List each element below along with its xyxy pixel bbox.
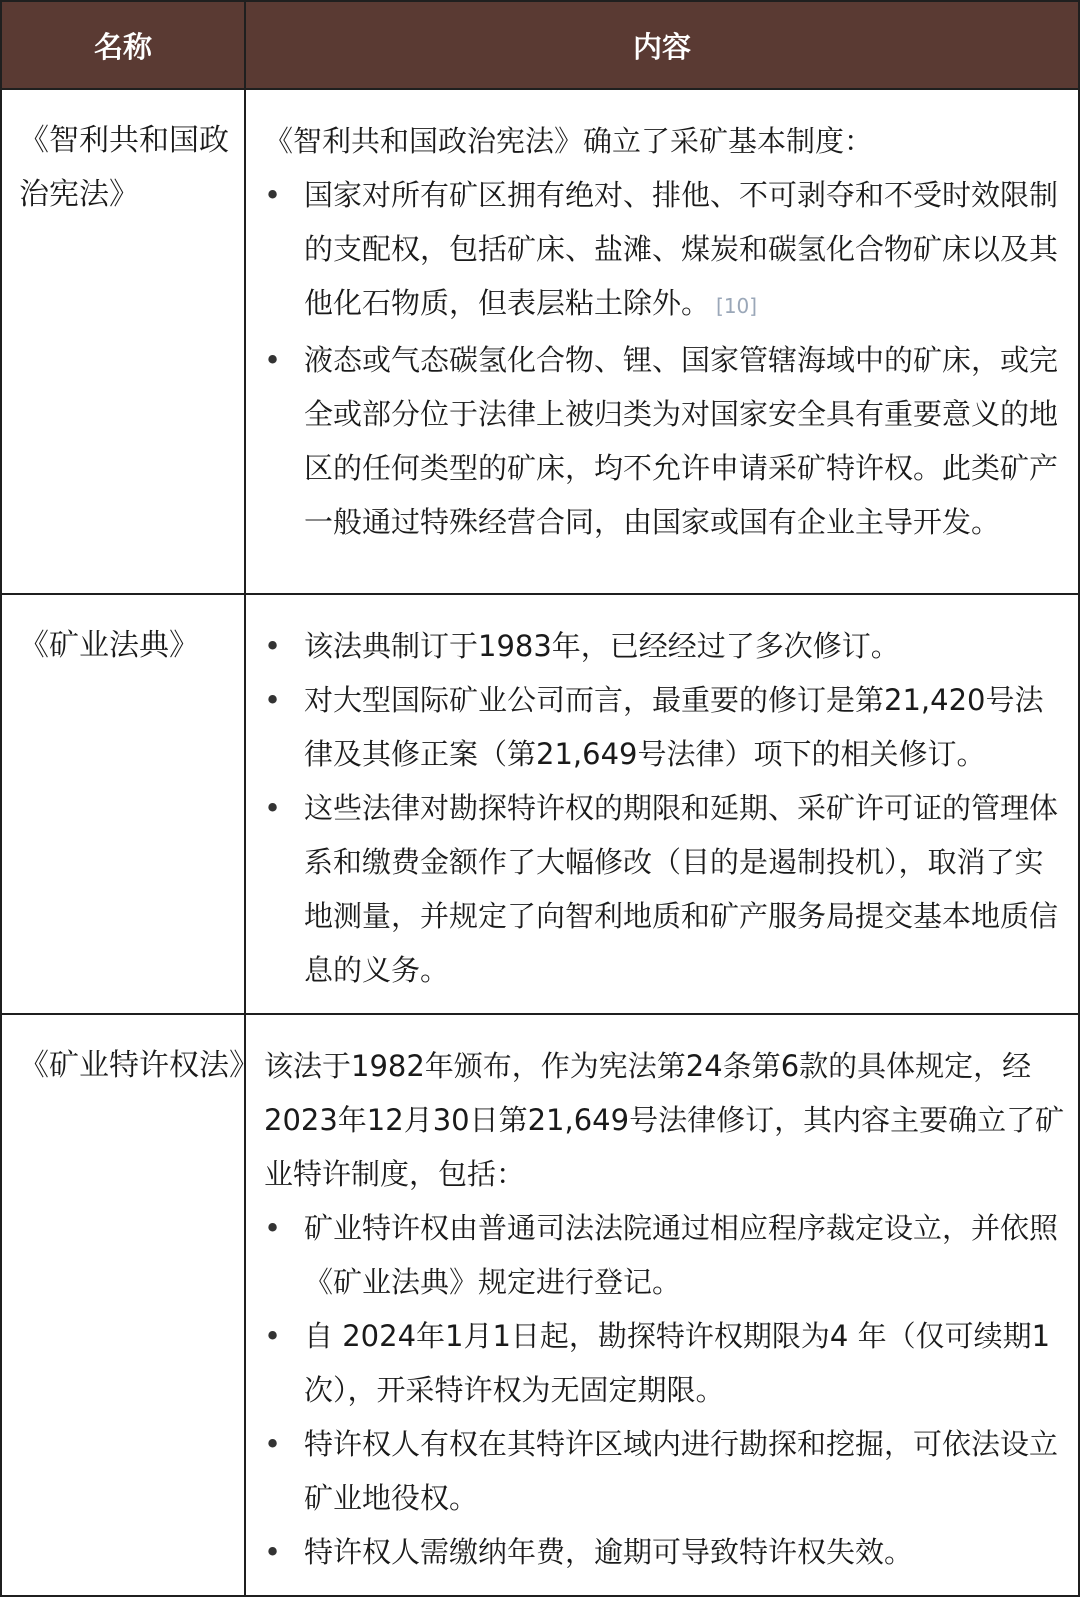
row-content-cell	[245, 1014, 1079, 1596]
table-row	[1, 89, 1079, 594]
bullet-dot: •	[264, 343, 282, 377]
list-item-text: 该法典制订于1983年，已经经过了多次修订。	[304, 629, 900, 663]
list-item	[264, 619, 1070, 673]
bullet-dot: •	[264, 1319, 282, 1353]
row-intro: 《智利共和国政治宪法》确立了采矿基本制度：	[264, 124, 874, 158]
row-intro: 该法于1982年颁布，作为宪法第24条第6款的具体规定，经2023年12月30日第21,649号法律修订，其内容主要确立了矿业特许制度，包括：	[264, 1049, 1065, 1191]
bullet-list	[264, 1201, 1070, 1579]
bullet-list	[264, 619, 1070, 997]
bullet-dot: •	[264, 683, 282, 717]
bullet-dot: •	[264, 1427, 282, 1461]
header-row	[1, 1, 1079, 89]
list-item	[264, 1201, 1070, 1309]
list-item-text: 自 2024年1月1日起，勘探特许权期限为4 年（仅可续期1次），开采特许权为无固定期限。	[304, 1319, 1051, 1407]
row-name-cell	[1, 89, 245, 594]
row-content-cell	[245, 594, 1079, 1014]
list-item-text: 对大型国际矿业公司而言，最重要的修订是第21,420号法律及其修正案（第21,649号法律）项下的相关修订。	[304, 683, 1044, 771]
bullet-dot: •	[264, 1211, 282, 1245]
list-item-text: 这些法律对勘探特许权的期限和延期、采矿许可证的管理体系和缴费金额作了大幅修改（目的是遏制投机），取消了实地测量，并规定了向智利地质和矿产服务局提交基本地质信息的义务。	[304, 791, 1059, 987]
bullet-dot: •	[264, 629, 282, 663]
table-row	[1, 594, 1079, 1014]
header-name: 名称	[1, 1, 245, 89]
row-name: 《矿业法典》	[19, 628, 199, 663]
list-item	[264, 1525, 1070, 1579]
bullet-list	[264, 168, 1070, 549]
list-item	[264, 333, 1070, 549]
list-item-text: 矿业特许权由普通司法法院通过相应程序裁定设立，并依照《矿业法典》规定进行登记。	[304, 1211, 1059, 1299]
row-name-cell	[1, 1014, 259, 1596]
list-item-text: 国家对所有矿区拥有绝对、排他、不可剥夺和不受时效限制的支配权，包括矿床、盐滩、煤炭和碳氢化合物矿床以及其他化石物质，但表层粘土除外。	[304, 178, 1059, 320]
row-content-cell	[245, 89, 1079, 594]
list-item	[264, 1309, 1070, 1417]
list-item-text: 特许权人有权在其特许区域内进行勘探和挖掘，可依法设立矿业地役权。	[304, 1427, 1059, 1515]
row-name: 《矿业特许权法》	[19, 1048, 259, 1083]
bullet-dot: •	[264, 178, 282, 212]
bullet-dot: •	[264, 791, 282, 825]
bullet-dot: •	[264, 1535, 282, 1569]
list-item	[264, 673, 1070, 781]
reference-link[interactable]: [10]	[716, 294, 758, 318]
list-item-text: 液态或气态碳氢化合物、锂、国家管辖海域中的矿床，或完全或部分位于法律上被归类为对国家安全具有重要意义的地区的任何类型的矿床，均不允许申请采矿特许权。此类矿产一般通过特殊经营合同，由国家或国有企业主导开发。	[304, 343, 1059, 539]
list-item	[264, 168, 1070, 333]
list-item	[264, 1417, 1070, 1525]
list-item-text: 特许权人需缴纳年费，逾期可导致特许权失效。	[304, 1535, 914, 1569]
header-content: 内容	[245, 1, 1079, 89]
row-name-cell	[1, 594, 245, 1014]
list-item	[264, 781, 1070, 997]
row-name: 《智利共和国政治宪法》	[19, 123, 229, 212]
table-row	[1, 1014, 1079, 1596]
